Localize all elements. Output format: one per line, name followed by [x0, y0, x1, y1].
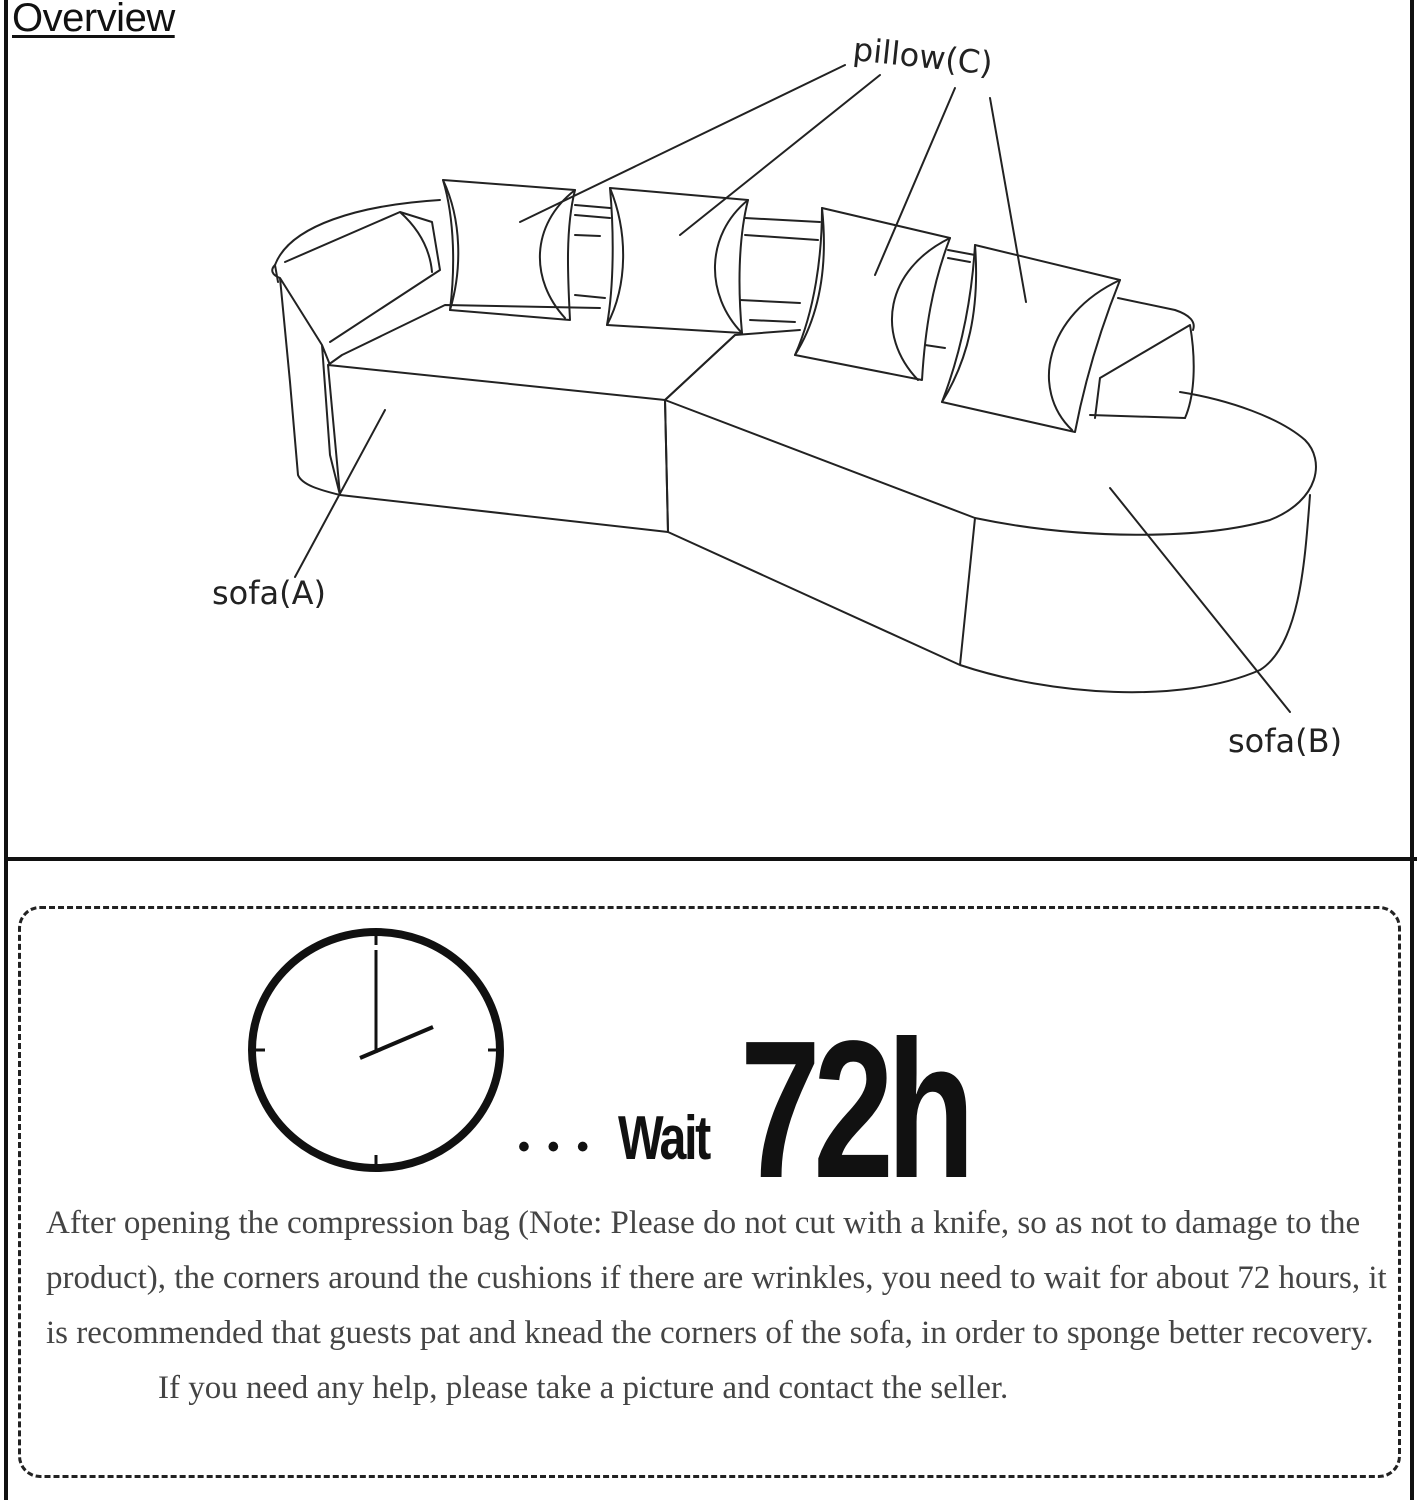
sofa-b-label: sofa(B): [1228, 722, 1343, 760]
wait-label: Wait: [618, 1104, 709, 1173]
pillow-2: [607, 188, 748, 333]
notice-text: [46, 1196, 1391, 1416]
backrest-strip: [575, 215, 970, 348]
clock-icon: [245, 925, 509, 1177]
sofa-a-leader-line: [295, 410, 385, 577]
sofa-a-label: sofa(A): [212, 574, 326, 612]
overview-title: Overview: [12, 0, 175, 40]
sofa-b-right-arm: [1095, 325, 1194, 418]
sofa-a-seat: [328, 305, 735, 532]
pillow-c-label: pillow(C): [851, 30, 995, 83]
notice-paragraph: After opening the compression bag (Note: Please do not cut with a knife, so as not to damage to the product), the corners around the cushions if there are wrinkles, you need to wait for about 72 hours, it is recommended that guests pat and knead the corners of the sofa, in order to sponge better recovery.: [46, 1205, 1387, 1351]
pillow-4: [942, 245, 1120, 432]
notice-help: If you need any help, please take a picture and contact the seller.: [158, 1370, 1009, 1406]
pillow-leader-lines: [520, 65, 1026, 302]
pillow-1: [443, 180, 575, 320]
sofa-b-seat: [665, 330, 1316, 535]
sofa-b-base: [665, 400, 1310, 692]
wait-hours: 72h: [740, 1000, 968, 1219]
ellipsis-dots: • • •: [518, 1128, 593, 1166]
pillow-3: [795, 208, 950, 380]
section-divider: [4, 857, 1417, 861]
